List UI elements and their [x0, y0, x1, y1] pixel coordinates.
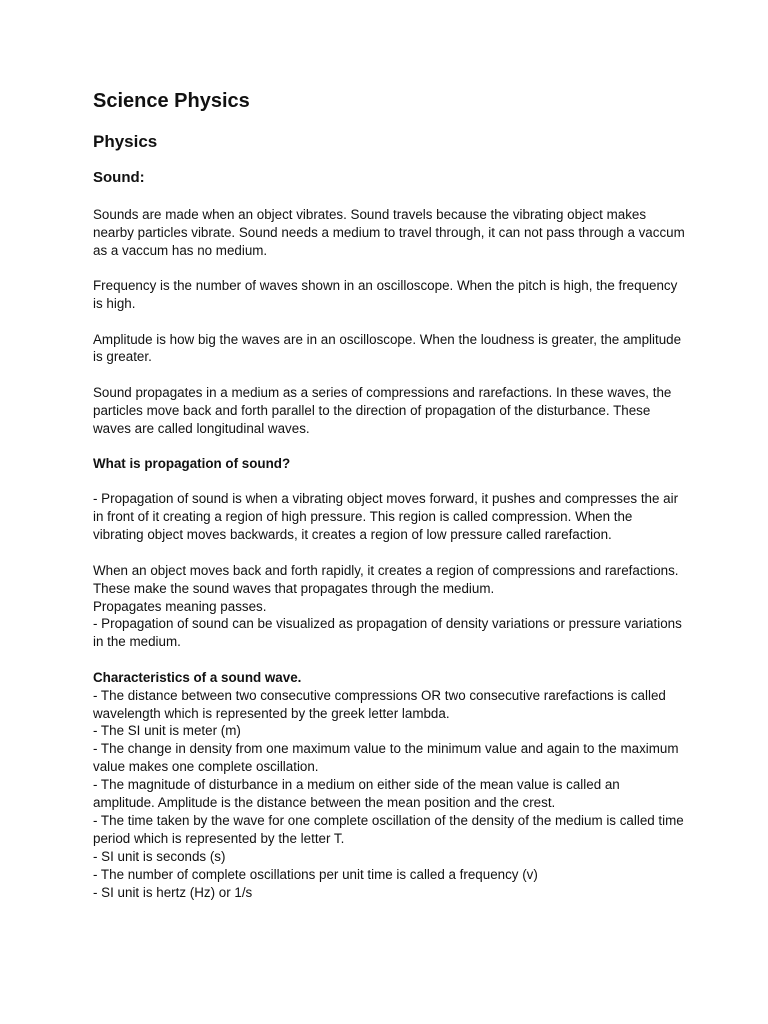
characteristic-item: - The SI unit is meter (m)	[93, 723, 241, 739]
characteristic-item: - The time taken by the wave for one complete oscillation of the density of the medium is called time period which is represented by the letter T.	[93, 812, 684, 846]
characteristic-item: - The magnitude of disturbance in a medium on either side of the mean value is called an amplitude. Amplitude is the distance between the mean position and the crest.	[93, 777, 620, 811]
propagation-line: When an object moves back and forth rapidly, it creates a region of compressions and rarefactions. These make the sound waves that propagates through the medium.	[93, 562, 679, 596]
propagation-line: - Propagation of sound can be visualized as propagation of density variations or pressure variations in the medium.	[93, 616, 682, 650]
paragraph-frequency: Frequency is the number of waves shown in an oscilloscope. When the pitch is high, the frequency is high.	[93, 278, 678, 312]
characteristics-heading: Characteristics of a sound wave.	[93, 669, 302, 685]
document-page	[93, 88, 685, 902]
characteristic-item: - SI unit is seconds (s)	[93, 848, 226, 864]
propagation-line: Propagates meaning passes.	[93, 598, 267, 614]
document-title: Science Physics	[93, 90, 250, 112]
paragraph-propagation-answer: - Propagation of sound is when a vibrating object moves forward, it pushes and compresses the air in front of it creating a region of high pressure. This region is called compression. When the vibrating object moves backwards, it creates a region of low pressure called rarefaction.	[93, 491, 679, 543]
characteristic-item: - The change in density from one maximum value to the minimum value and again to the maximum value makes one complete oscillation.	[93, 741, 679, 775]
characteristic-item: - The distance between two consecutive compressions OR two consecutive rarefactions is called wavelength which is represented by the greek letter lambda.	[93, 687, 666, 721]
paragraph-sound-intro: Sounds are made when an object vibrates. Sound travels because the vibrating object makes nearby particles vibrate. Sound needs a medium to travel through, it can not pass through a vaccum as a vaccum has no medium.	[93, 207, 685, 258]
characteristic-item: - SI unit is hertz (Hz) or 1/s	[93, 884, 253, 900]
paragraph-propagation: Sound propagates in a medium as a series of compressions and rarefactions. In these waves, the particles move back and forth parallel to the direction of propagation of the disturbance. These waves are called longitudinal waves.	[93, 384, 672, 436]
question-heading: What is propagation of sound?	[93, 456, 291, 472]
characteristic-item: - The number of complete oscillations per unit time is called a frequency (v)	[93, 866, 538, 882]
characteristics-list	[93, 669, 685, 902]
propagation-details	[93, 562, 685, 652]
subject-heading: Physics	[93, 132, 158, 151]
section-heading: Sound:	[93, 169, 145, 186]
paragraph-amplitude: Amplitude is how big the waves are in an oscilloscope. When the loudness is greater, the amplitude is greater.	[93, 331, 682, 365]
